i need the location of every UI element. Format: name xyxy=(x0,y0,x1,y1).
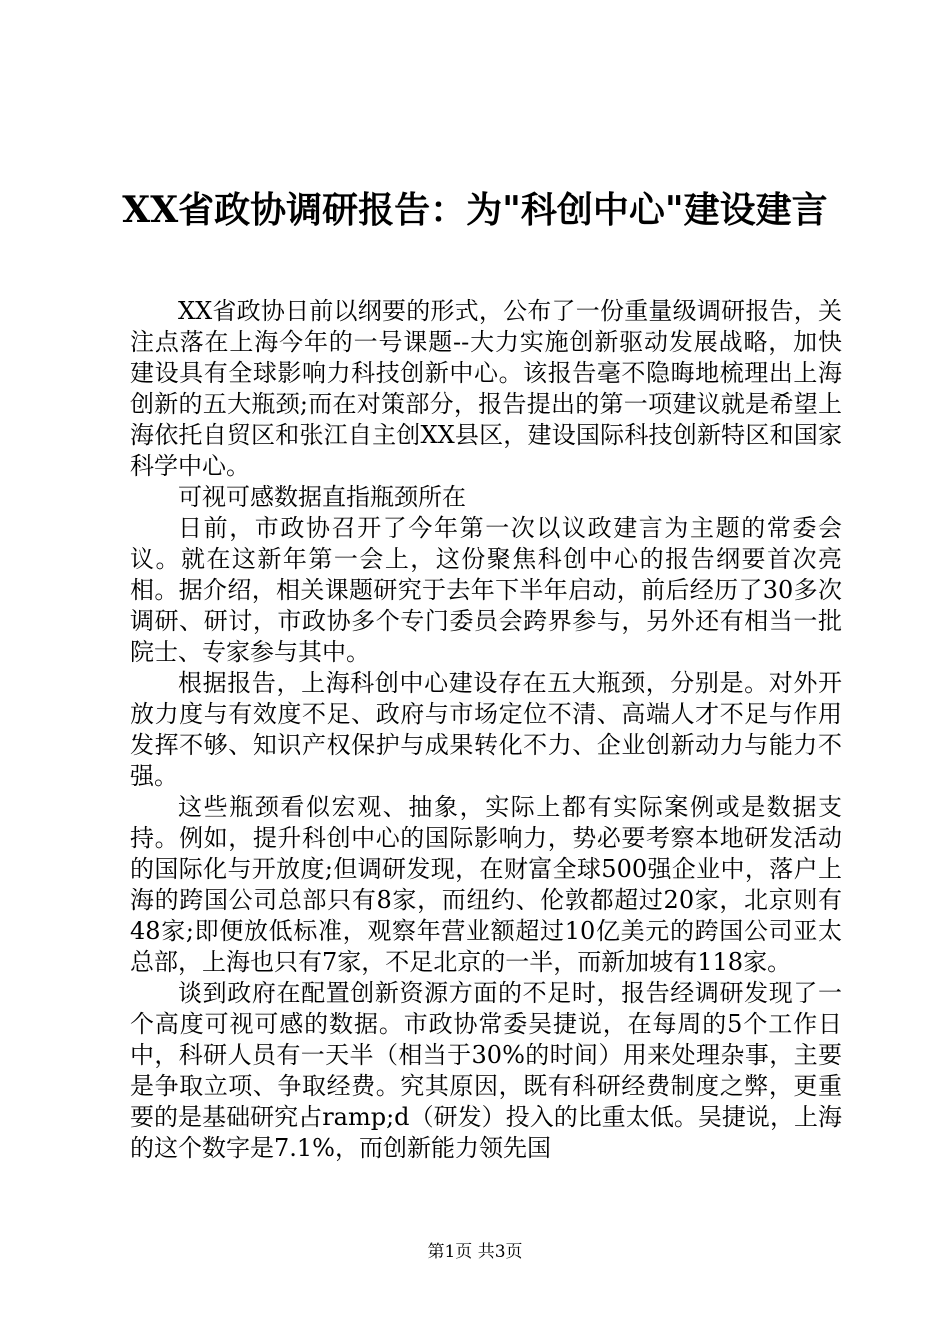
section-heading: 可视可感数据直指瓶颈所在 xyxy=(178,483,466,511)
paragraph-bottlenecks: 根据报告，上海科创中心建设存在五大瓶颈，分别是。对外开放力度与有效度不足、政府与市场定位不清、高端人才不足与作用发挥不够、知识产权保护与成果转化不力、企业创新动力与能力不强。 xyxy=(130,669,842,790)
document-title: XX省政协调研报告：为"科创中心"建设建言 xyxy=(122,189,828,231)
page-footer: 第1页 共3页 xyxy=(427,1242,523,1262)
paragraph-intro: XX省政协日前以纲要的形式，公布了一份重量级调研报告，关注点落在上海今年的一号课题--大力实施创新驱动发展战略，加快建设具有全球影响力科技创新中心。该报告毫不隐晦地梳理出上海创新的五大瓶颈;而在对策部分，报告提出的第一项建议就是希望上海依托自贸区和张江自主创XX县区，建设国际科技创新特区和国家科学中心。 xyxy=(130,297,842,480)
document-body xyxy=(130,296,842,1164)
paragraph-meeting: 日前，市政协召开了今年第一次以议政建言为主题的常委会议。就在这新年第一会上，这份聚焦科创中心的报告纲要首次亮相。据介绍，相关课题研究于去年下半年启动，前后经历了30多次调研、研讨，市政协多个专门委员会跨界参与，另外还有相当一批院士、专家参与其中。 xyxy=(130,514,842,666)
paragraph-government: 谈到政府在配置创新资源方面的不足时，报告经调研发现了一个高度可视可感的数据。市政协常委吴捷说，在每周的5个工作日中，科研人员有一天半（相当于30%的时间）用来处理杂事，主要是争取立项、争取经费。究其原因，既有科研经费制度之弊，更重要的是基础研究占ramp;d（研发）投入的比重太低。吴捷说，上海的这个数字是7.1%，而创新能力领先国 xyxy=(130,979,842,1162)
paragraph-data-support: 这些瓶颈看似宏观、抽象，实际上都有实际案例或是数据支持。例如，提升科创中心的国际影响力，势必要考察本地研发活动的国际化与开放度;但调研发现，在财富全球500强企业中，落户上海的跨国公司总部只有8家，而纽约、伦敦都超过20家，北京则有48家;即便放低标准，观察年营业额超过10亿美元的跨国公司亚太总部，上海也只有7家，不足北京的一半，而新加坡有118家。 xyxy=(130,793,842,976)
